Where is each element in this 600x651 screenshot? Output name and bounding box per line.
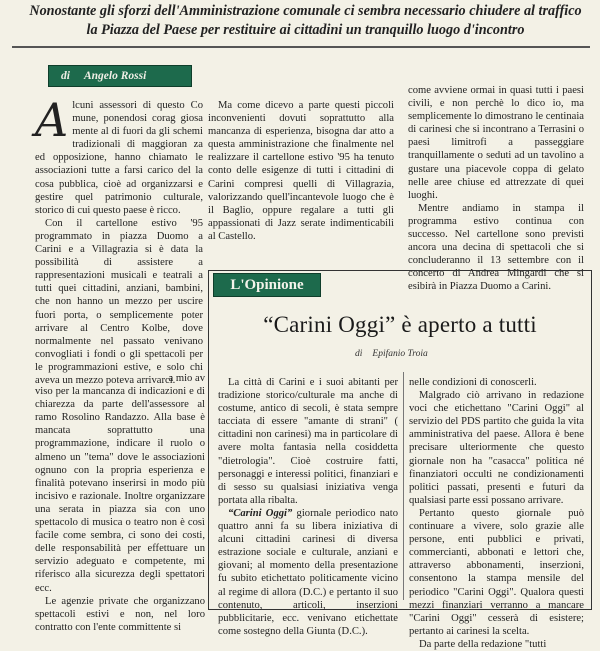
article-paragraph: Alcuni assessori di questo Co mune, ponendosi corag giosa mente al di fuori da gli schemi tradizionali di maggioran za ed opposizione, hanno chiamato le associazioni tutte a farsi carico del la cosa pubblica, cioè ad organizzarsi e gestire quel patrimonio culturale, storico di cui questo paese è ricco. — [35, 93, 203, 216]
article-column-1b — [35, 372, 205, 634]
opinion-paragraph: nelle condizioni di conoscerli. — [409, 377, 537, 388]
article-paragraph: viso per la mancanza di indicazioni e di chiarezza da parte dell'assessore al ramo Rosolino Randazzo. Alla base è mancata soprattutto una programmazione, indicare il ruolo o almeno un "tema" dove le associazioni ognuno con la propria esperienza e finalità potevano inserirsi in modo più incisivo e razionale. Inoltre organizzare una serata in piazza sia con uno spettacolo di musica o teatro non è così facile come sembra, ci sono dei costi, delle responsabilità per effettuare un servizio adeguato e competente, mi riferisco alla sicurezza degli spettatori ecc. — [35, 386, 205, 594]
article-column-2 — [208, 99, 394, 243]
divider — [12, 46, 590, 48]
opinion-paragraph: Pertanto questo giornale può continuare a vivere, solo grazie alle persone, enti pubblici e privati, commercianti, abbonati e lettori che, attraverso abbonamenti, inserzioni, consentono la stampa mensile del periodico "Carini Oggi". Qualora questi mezzi finanziari verranno a mancare "Carini Oggi" cesserà di esistere; pertanto ai carinesi la scelta. — [409, 507, 584, 637]
article-paragraph: Le agenzie private che organizzano spettacoli estivi e non, nel loro contratto con l'ente committente si — [35, 595, 205, 633]
opinion-paragraph: La città di Carini e i suoi abitanti per tradizione storico/culturale ma anche di costume, antico di secoli, è stata sempre tacciata di essere "amante di strani" ( cittadini non carinesi) ma in particolare di avere molta fantasia nella cosiddetta "dietrologia". Cioè costruire fatti, personaggi e interessi politici, finanziari e di sesso su qualsiasi iniziativa venga portata alla ribalta. — [218, 377, 398, 506]
opinion-section-label: L'Opinione — [213, 273, 321, 297]
opinion-paragraph: “Carini Oggi” giornale periodico nato quattro anni fa su libera iniziativa di alcuni cittadini carinesi di diversa estrazione sociale e culturale, anziani e giovani; al momento della presentazione fu subito etichettato politicamente vicino al regime di allora (D.C.) e pertanto il suo contenuto, articoli, inserzioni pubblicitarie, ecc. venivano etichettate come sostegno della Giunta (D.C.). — [218, 507, 398, 637]
opinion-byline: di Epifanio Troia — [355, 349, 428, 359]
opinion-column-1 — [218, 376, 398, 638]
opinion-paragraph: Da parte della redazione "tutti — [419, 638, 547, 650]
byline-bar — [48, 65, 192, 87]
article-paragraph: Ma come dicevo a parte questi piccoli inconvenienti dovuti soprattutto alla mancanza di esperienza, bisogna dar atto a questa amministrazione che finalmente nel realizzare il cartellone estivo '95 ha tenuto conto delle esigenze di tutti i cittadini di Carini compresi quelli di Villagrazia, valorizzando quell'incantevole luogo che è il Baglio, oppure regalare a tutti gli appassionati di Jazz serate indimenticabili al Castello. — [208, 100, 394, 242]
column-divider — [403, 372, 404, 600]
article-paragraph: come avviene ormai in quasi tutti i paesi civili, e non perchè lo dico io, ma semplicemente lo dimostrano le centinaia di carinesi che si incontrano a Terrasini o paesi limitrofi a passeggiare tranquillamente o seduti ad un tavolino a gustare una piacevole coppa di gelato nelle aree chiuse ed attrezzate di quei luoghi. — [408, 85, 584, 201]
drop-cap: A — [35, 93, 69, 147]
article-column-3 — [408, 84, 584, 294]
opinion-column-2 — [409, 376, 584, 651]
article-paragraph: Con il cartellone estivo '95 programmato in piazza Duomo a Carini e a Villagrazia si è data la possibilità di assistere a rappresentazioni musicali e teatrali a tutti quei cittadini, anziani, bambini, che non hanno un mezzo per uscire fuori porta, o semplicemente poter arrivare al Centro Kolbe, dove normalmente nel passato venivano convogliati i fondi o gli spettacoli per le programmazioni estive, e solo chi aveva un mezzo poteva arrivarci. — [35, 217, 203, 386]
byline-text: di Angelo Rossi — [61, 70, 147, 82]
opinion-title: “Carini Oggi” è aperto a tutti — [263, 312, 537, 337]
article-paragraph: Mentre andiamo in stampa il programma estivo continua con successo. Nel cartellone sono previsti ancora una decina di spettacoli che si concluderanno il 13 settembre con il concerto di Andrea Mingardi che si esibirà in Piazza Duomo a Carini. — [408, 202, 584, 293]
article-column-1 — [35, 93, 203, 387]
headline: Nonostante gli sforzi dell'Amministrazione comunale ci sembra necessario chiudere al traffico la Piazza del Paese per restituire ai cittadini un tranquillo luogo d'incontro — [29, 3, 582, 38]
article-lead-fragment: a mio av — [168, 373, 205, 384]
opinion-paragraph: Malgrado ciò arrivano in redazione voci che etichettano "Carini Oggi" al servizio del PDS partito che guida la vita amministrativa del paese. Allora è bene precisare ulteriormente che questo giornale non ha "casacca" politica né finanziatori occulti ne condizionamenti politici passati, presenti e futuri da qualsiasi parte essi possano arrivare. — [409, 390, 584, 506]
